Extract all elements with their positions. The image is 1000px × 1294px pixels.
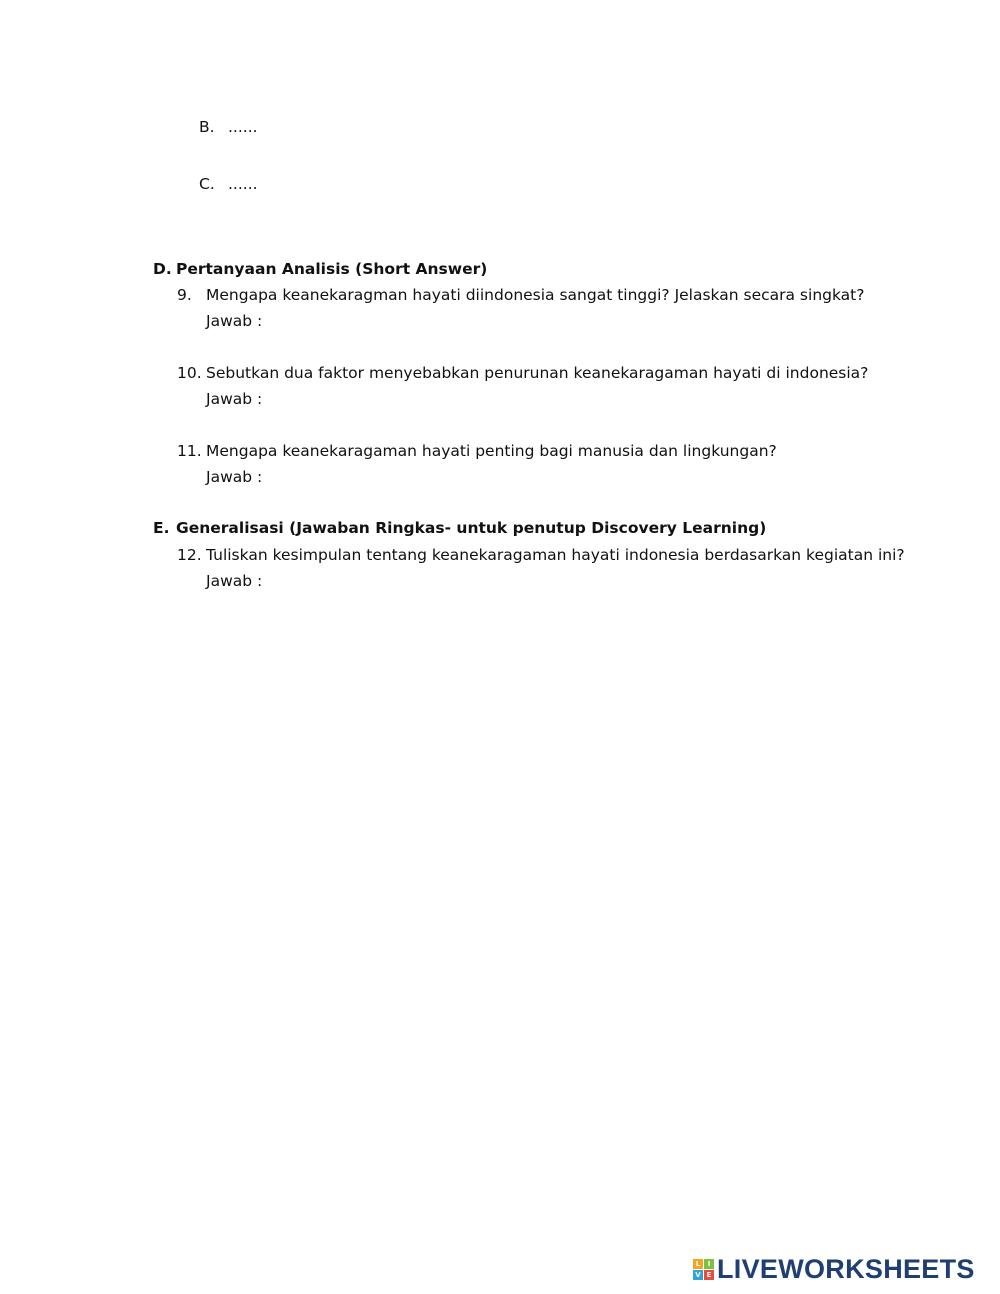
question-12-answer-label: Jawab : (206, 572, 263, 590)
section-d-label: D. (153, 260, 172, 278)
question-12-text: Tuliskan kesimpulan tentang keanekaragaman hayati indonesia berdasarkan kegiatan ini? (206, 546, 905, 564)
section-d-title: Pertanyaan Analisis (Short Answer) (176, 260, 488, 278)
section-e-title: Generalisasi (Jawaban Ringkas- untuk penutup Discovery Learning) (176, 519, 767, 537)
option-text-b[interactable]: ...... (228, 118, 258, 136)
option-marker-b: B. (199, 118, 215, 136)
option-marker-c: C. (199, 175, 215, 193)
question-11-text: Mengapa keanekaragaman hayati penting bagi manusia dan lingkungan? (206, 442, 777, 460)
liveworksheets-logo (693, 1254, 975, 1284)
question-10-text: Sebutkan dua faktor menyebabkan penurunan keanekaragaman hayati di indonesia? (206, 364, 869, 382)
question-9-number: 9. (177, 286, 192, 304)
logo-grid-icon (693, 1259, 714, 1280)
question-9-answer-label: Jawab : (206, 312, 263, 330)
logo-cell-i: I (704, 1259, 714, 1269)
section-e-label: E. (153, 519, 170, 537)
logo-text: LIVEWORKSHEETS (717, 1253, 975, 1284)
question-10-answer-label: Jawab : (206, 390, 263, 408)
logo-cell-v: V (693, 1270, 703, 1280)
question-10-number: 10. (177, 364, 202, 382)
question-12-number: 12. (177, 546, 202, 564)
question-11-answer-label: Jawab : (206, 468, 263, 486)
option-text-c[interactable]: ...... (228, 175, 258, 193)
logo-cell-e: E (704, 1270, 714, 1280)
logo-cell-l: L (693, 1259, 703, 1269)
question-11-number: 11. (177, 442, 202, 460)
question-9-text: Mengapa keanekaragman hayati diindonesia sangat tinggi? Jelaskan secara singkat? (206, 286, 865, 304)
